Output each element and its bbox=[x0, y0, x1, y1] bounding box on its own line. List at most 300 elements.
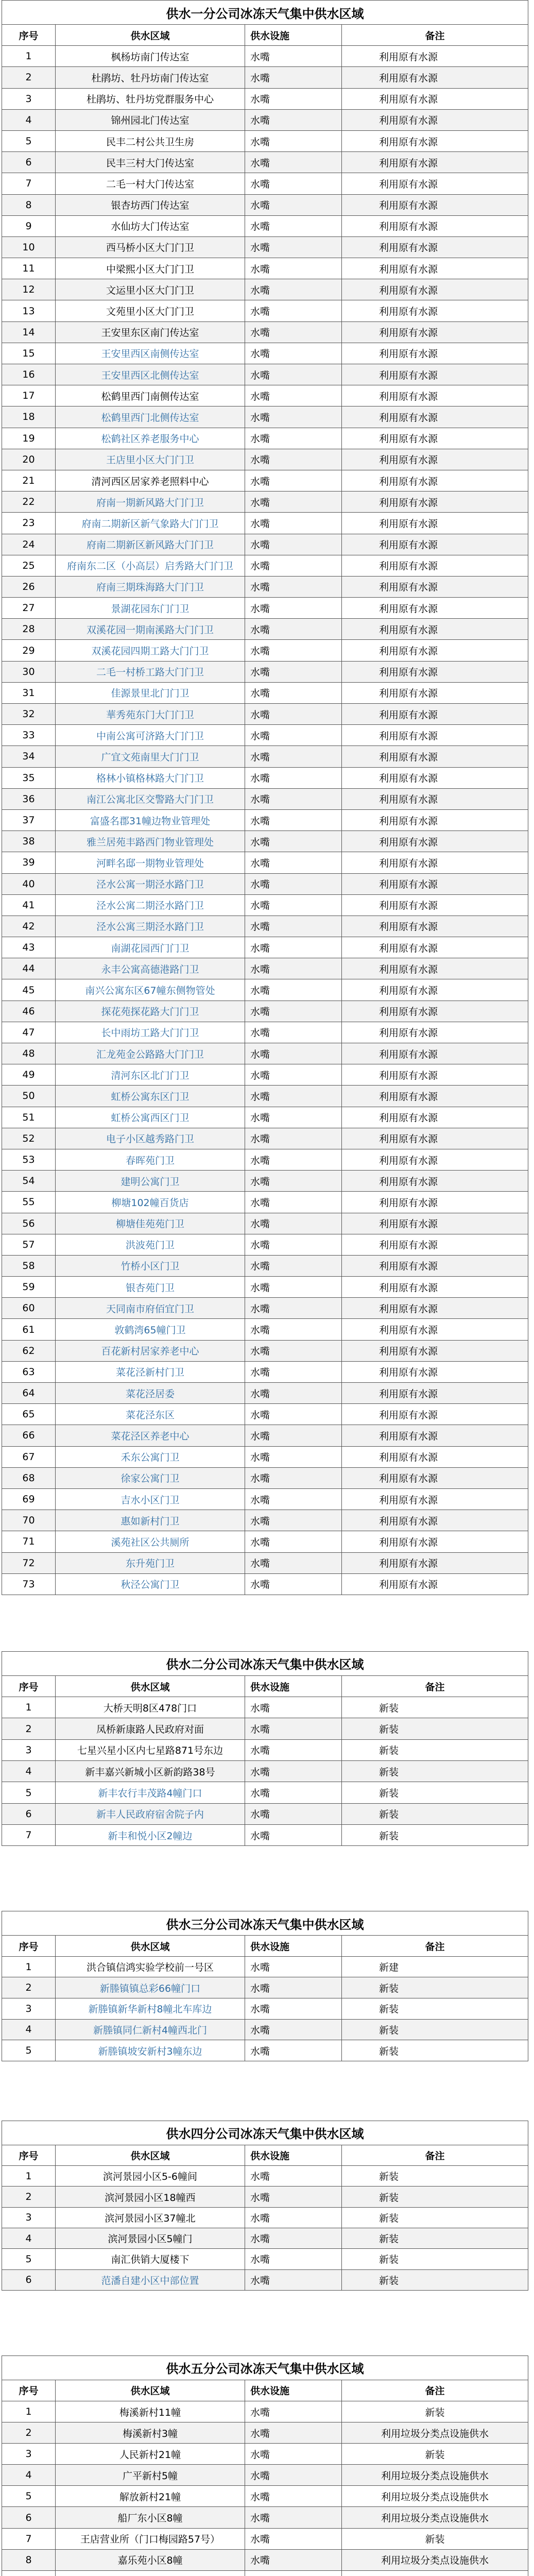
table-row bbox=[2, 321, 528, 343]
table-row bbox=[2, 194, 528, 215]
cell-note: 利用垃圾分类点设施供水 bbox=[342, 2422, 528, 2444]
header-facility: 供水设施 bbox=[245, 2145, 342, 2165]
cell-area: 松鹤里西门南侧传达室 bbox=[56, 385, 245, 406]
cell-note: 利用原有水源 bbox=[342, 406, 528, 428]
cell-no: 8 bbox=[2, 194, 56, 215]
cell-note: 新装 bbox=[342, 2528, 528, 2549]
cell-no: 56 bbox=[2, 1213, 56, 1234]
cell-no: 42 bbox=[2, 916, 56, 937]
cell-facility: 水嘴 bbox=[245, 1277, 342, 1298]
cell-facility: 水嘴 bbox=[245, 1086, 342, 1107]
cell-area: 长中雨坊工路大门门卫 bbox=[56, 1022, 245, 1043]
table-row bbox=[2, 279, 528, 300]
table-row bbox=[2, 2019, 528, 2040]
cell-facility: 水嘴 bbox=[245, 2465, 342, 2486]
table-row bbox=[2, 88, 528, 109]
cell-note: 新建 bbox=[342, 1956, 528, 1977]
cell-area: 大桥天明8区478门口 bbox=[56, 1697, 245, 1718]
table-row bbox=[2, 2549, 528, 2570]
table-row bbox=[2, 343, 528, 364]
table-row bbox=[2, 1383, 528, 1404]
cell-area: 新塍镇新华新村8幢北车库边 bbox=[56, 1998, 245, 2020]
table-row bbox=[2, 67, 528, 88]
cell-note: 利用原有水源 bbox=[342, 279, 528, 300]
table-row bbox=[2, 2187, 528, 2207]
table-row bbox=[2, 767, 528, 788]
header-facility: 供水设施 bbox=[245, 25, 342, 46]
table-row bbox=[2, 1361, 528, 1382]
cell-no: 1 bbox=[2, 2401, 56, 2422]
cell-area: 探花苑探花路大门门卫 bbox=[56, 1001, 245, 1022]
cell-area: 南汇供销大厦楼下 bbox=[56, 2249, 245, 2269]
cell-area: 永丰公寓高德港路门卫 bbox=[56, 958, 245, 979]
cell-facility: 水嘴 bbox=[245, 1977, 342, 1998]
header-note: 备注 bbox=[342, 25, 528, 46]
cell-note: 利用原有水源 bbox=[342, 725, 528, 746]
section-gap bbox=[0, 1846, 534, 1911]
header-no: 序号 bbox=[2, 2145, 56, 2165]
cell-area: 泾水公寓二期泾水路门卫 bbox=[56, 894, 245, 916]
table-row bbox=[2, 1171, 528, 1192]
table-row bbox=[2, 364, 528, 385]
cell-area: 雅兰居苑丰路西门物业管理处 bbox=[56, 831, 245, 852]
cell-area: 东升苑门卫 bbox=[56, 1552, 245, 1573]
cell-area: 春晖苑门卫 bbox=[56, 1149, 245, 1170]
cell-no: 65 bbox=[2, 1404, 56, 1425]
supply-table bbox=[2, 1651, 528, 1846]
cell-no: 60 bbox=[2, 1298, 56, 1319]
cell-no: 13 bbox=[2, 300, 56, 321]
table-row bbox=[2, 1956, 528, 1977]
cell-note: 利用原有水源 bbox=[342, 1361, 528, 1382]
table-row bbox=[2, 1446, 528, 1467]
cell-note: 新装 bbox=[342, 2187, 528, 2207]
cell-note: 利用原有水源 bbox=[342, 979, 528, 1001]
cell-no: 5 bbox=[2, 130, 56, 151]
cell-area: 府南东二区（小高层）启秀路大门门卫 bbox=[56, 555, 245, 576]
table-row bbox=[2, 831, 528, 852]
cell-note: 利用原有水源 bbox=[342, 534, 528, 555]
cell-area: 菜花泾东区 bbox=[56, 1404, 245, 1425]
cell-no: 49 bbox=[2, 1064, 56, 1086]
cell-facility: 水嘴 bbox=[245, 2269, 342, 2290]
cell-facility: 水嘴 bbox=[245, 428, 342, 449]
cell-no: 23 bbox=[2, 513, 56, 534]
cell-area: 滨河景园小区37幢北 bbox=[56, 2207, 245, 2228]
table-row bbox=[2, 130, 528, 151]
cell-no: 45 bbox=[2, 979, 56, 1001]
cell-area: 双溪花园四期工路大门门卫 bbox=[56, 640, 245, 661]
header-note: 备注 bbox=[342, 1675, 528, 1697]
cell-area: 禾东公寓门卫 bbox=[56, 1446, 245, 1467]
cell-facility: 水嘴 bbox=[245, 173, 342, 194]
cell-facility: 水嘴 bbox=[245, 513, 342, 534]
cell-no: 68 bbox=[2, 1467, 56, 1488]
cell-note: 利用原有水源 bbox=[342, 619, 528, 640]
cell-note: 利用原有水源 bbox=[342, 916, 528, 937]
table-row bbox=[2, 236, 528, 258]
cell-facility: 水嘴 bbox=[245, 1361, 342, 1382]
cell-note: 新装 bbox=[342, 1718, 528, 1739]
cell-note: 新装 bbox=[342, 2401, 528, 2422]
cell-no: 4 bbox=[2, 1761, 56, 1782]
cell-facility: 水嘴 bbox=[245, 873, 342, 894]
cell-facility: 水嘴 bbox=[245, 2549, 342, 2570]
table-row bbox=[2, 2166, 528, 2187]
cell-no: 8 bbox=[2, 2549, 56, 2570]
cell-no: 57 bbox=[2, 1234, 56, 1255]
cell-area: 府南二期新区新风路大门门卫 bbox=[56, 534, 245, 555]
cell-facility: 水嘴 bbox=[245, 1761, 342, 1782]
cell-note: 新装 bbox=[342, 2444, 528, 2465]
cell-area: 汇龙苑金公路路大门门卫 bbox=[56, 1043, 245, 1064]
header-row bbox=[2, 1936, 528, 1957]
cell-facility: 水嘴 bbox=[245, 746, 342, 767]
cell-facility: 水嘴 bbox=[245, 852, 342, 873]
cell-no: 54 bbox=[2, 1171, 56, 1192]
cell-area: 水仙坊大门传达室 bbox=[56, 215, 245, 236]
cell-facility: 水嘴 bbox=[245, 2187, 342, 2207]
cell-area: 王安里西区北侧传达室 bbox=[56, 364, 245, 385]
table-row bbox=[2, 173, 528, 194]
cell-no: 59 bbox=[2, 1277, 56, 1298]
cell-facility: 水嘴 bbox=[245, 661, 342, 682]
cell-no: 3 bbox=[2, 1998, 56, 2020]
table-row bbox=[2, 2040, 528, 2061]
cell-note: 新装 bbox=[342, 1739, 528, 1760]
table-title: 供水二分公司冰冻天气集中供水区域 bbox=[2, 1651, 528, 1675]
cell-no: 6 bbox=[2, 2507, 56, 2528]
cell-facility: 水嘴 bbox=[245, 576, 342, 597]
cell-area: 清河东区北门门卫 bbox=[56, 1064, 245, 1086]
cell-note: 利用原有水源 bbox=[342, 258, 528, 279]
table-row bbox=[2, 385, 528, 406]
cell-facility: 水嘴 bbox=[245, 236, 342, 258]
cell-facility: 水嘴 bbox=[245, 979, 342, 1001]
table-row bbox=[2, 1128, 528, 1149]
cell-area bbox=[56, 2570, 245, 2576]
cell-area: 虹桥公寓西区门卫 bbox=[56, 1107, 245, 1128]
cell-note: 利用原有水源 bbox=[342, 470, 528, 491]
cell-no: 4 bbox=[2, 109, 56, 130]
cell-no: 2 bbox=[2, 2422, 56, 2444]
table-row bbox=[2, 979, 528, 1001]
cell-facility: 水嘴 bbox=[245, 555, 342, 576]
table-row bbox=[2, 2444, 528, 2465]
table-row bbox=[2, 682, 528, 703]
cell-note: 新装 bbox=[342, 1761, 528, 1782]
cell-note: 利用原有水源 bbox=[342, 194, 528, 215]
cell-no: 41 bbox=[2, 894, 56, 916]
table-row bbox=[2, 1043, 528, 1064]
cell-note: 新装 bbox=[342, 1782, 528, 1803]
cell-no: 10 bbox=[2, 236, 56, 258]
table-row bbox=[2, 1467, 528, 1488]
cell-note: 利用原有水源 bbox=[342, 1043, 528, 1064]
table-row bbox=[2, 619, 528, 640]
header-area: 供水区域 bbox=[56, 1936, 245, 1957]
cell-facility: 水嘴 bbox=[245, 1043, 342, 1064]
cell-facility: 水嘴 bbox=[245, 1446, 342, 1467]
section-4 bbox=[2, 2121, 528, 2291]
cell-no: 4 bbox=[2, 2465, 56, 2486]
cell-area: 新丰嘉兴新城小区新韵路38号 bbox=[56, 1761, 245, 1782]
cell-facility: 水嘴 bbox=[245, 1803, 342, 1824]
cell-note: 利用原有水源 bbox=[342, 1001, 528, 1022]
table-row bbox=[2, 1803, 528, 1824]
table-title: 供水一分公司冰冻天气集中供水区域 bbox=[2, 1, 528, 25]
cell-no: 18 bbox=[2, 406, 56, 428]
cell-no: 5 bbox=[2, 2486, 56, 2507]
cell-no: 73 bbox=[2, 1573, 56, 1595]
cell-area: 菜花泾区养老中心 bbox=[56, 1425, 245, 1446]
cell-note: 利用原有水源 bbox=[342, 767, 528, 788]
cell-area: 新塍镇坡安新村3幢东边 bbox=[56, 2040, 245, 2061]
cell-area: 清河西区居家养老照料中心 bbox=[56, 470, 245, 491]
header-note: 备注 bbox=[342, 2145, 528, 2165]
cell-area: 府南三期珠海路大门门卫 bbox=[56, 576, 245, 597]
cell-note: 利用原有水源 bbox=[342, 321, 528, 343]
cell-note: 新装 bbox=[342, 2040, 528, 2061]
table-row bbox=[2, 1697, 528, 1718]
cell-area: 广平新村5幢 bbox=[56, 2465, 245, 2486]
table-row bbox=[2, 809, 528, 831]
cell-no: 3 bbox=[2, 1739, 56, 1760]
cell-note: 利用原有水源 bbox=[342, 1298, 528, 1319]
header-note: 备注 bbox=[342, 2380, 528, 2401]
section-gap bbox=[0, 2291, 534, 2355]
table-row bbox=[2, 1001, 528, 1022]
cell-facility: 水嘴 bbox=[245, 258, 342, 279]
table-row bbox=[2, 2401, 528, 2422]
section-2 bbox=[2, 1651, 528, 1846]
table-row bbox=[2, 852, 528, 873]
table-row bbox=[2, 894, 528, 916]
cell-no: 58 bbox=[2, 1255, 56, 1276]
cell-note: 利用原有水源 bbox=[342, 746, 528, 767]
cell-area: 文运里小区大门门卫 bbox=[56, 279, 245, 300]
cell-no: 16 bbox=[2, 364, 56, 385]
cell-facility: 水嘴 bbox=[245, 1510, 342, 1531]
cell-facility: 水嘴 bbox=[245, 2019, 342, 2040]
cell-facility: 水嘴 bbox=[245, 1425, 342, 1446]
cell-facility: 水嘴 bbox=[245, 916, 342, 937]
cell-no: 43 bbox=[2, 937, 56, 958]
cell-area: 锦州园北门传达室 bbox=[56, 109, 245, 130]
supply-table bbox=[2, 0, 528, 1595]
cell-facility: 水嘴 bbox=[245, 725, 342, 746]
cell-area: 天同南市府佰宜门卫 bbox=[56, 1298, 245, 1319]
cell-note: 利用原有水源 bbox=[342, 1277, 528, 1298]
cell-area: 柳塘102幢百货店 bbox=[56, 1192, 245, 1213]
cell-facility: 水嘴 bbox=[245, 640, 342, 661]
section-3 bbox=[2, 1911, 528, 2061]
cell-facility: 水嘴 bbox=[245, 1255, 342, 1276]
cell-area: 王店营业所（门口梅园路57号） bbox=[56, 2528, 245, 2549]
cell-no: 35 bbox=[2, 767, 56, 788]
header-facility: 供水设施 bbox=[245, 2380, 342, 2401]
table-row bbox=[2, 1298, 528, 1319]
table-row bbox=[2, 470, 528, 491]
header-area: 供水区域 bbox=[56, 1675, 245, 1697]
cell-facility: 水嘴 bbox=[245, 1552, 342, 1573]
table-row bbox=[2, 1824, 528, 1845]
cell-area: 七星兴星小区内七星路871号东边 bbox=[56, 1739, 245, 1760]
table-row bbox=[2, 152, 528, 173]
cell-facility: 水嘴 bbox=[245, 894, 342, 916]
cell-facility: 水嘴 bbox=[245, 2207, 342, 2228]
table-row bbox=[2, 1404, 528, 1425]
cell-no: 3 bbox=[2, 2207, 56, 2228]
cell-note: 利用原有水源 bbox=[342, 1064, 528, 1086]
cell-note: 新装 bbox=[342, 2249, 528, 2269]
table-row bbox=[2, 2528, 528, 2549]
cell-area: 广宜文苑南里大门门卫 bbox=[56, 746, 245, 767]
cell-facility: 水嘴 bbox=[245, 1998, 342, 2020]
table-row bbox=[2, 704, 528, 725]
table-row bbox=[2, 2486, 528, 2507]
cell-note: 利用原有水源 bbox=[342, 1213, 528, 1234]
cell-facility: 水嘴 bbox=[245, 1531, 342, 1552]
cell-facility: 水嘴 bbox=[245, 109, 342, 130]
cell-no: 11 bbox=[2, 258, 56, 279]
cell-no: 50 bbox=[2, 1086, 56, 1107]
section-gap bbox=[0, 2061, 534, 2121]
cell-facility: 水嘴 bbox=[245, 130, 342, 151]
cell-note: 利用原有水源 bbox=[342, 385, 528, 406]
table-title: 供水四分公司冰冻天气集中供水区域 bbox=[2, 2121, 528, 2145]
table-row bbox=[2, 1488, 528, 1510]
cell-facility: 水嘴 bbox=[245, 46, 342, 67]
cell-note: 利用原有水源 bbox=[342, 343, 528, 364]
cell-area: 银杏坊西门传达室 bbox=[56, 194, 245, 215]
cell-facility: 水嘴 bbox=[245, 1213, 342, 1234]
table-row bbox=[2, 2228, 528, 2249]
cell-note: 利用原有水源 bbox=[342, 831, 528, 852]
cell-area: 双溪花园一期南溪路大门门卫 bbox=[56, 619, 245, 640]
cell-note: 利用原有水源 bbox=[342, 1319, 528, 1340]
cell-area: 中南公寓可济路大门门卫 bbox=[56, 725, 245, 746]
supply-table bbox=[2, 1911, 528, 2061]
table-row bbox=[2, 958, 528, 979]
cell-area: 新塍镇镇总彩66幢门口 bbox=[56, 1977, 245, 1998]
cell-note: 利用原有水源 bbox=[342, 1531, 528, 1552]
table-row bbox=[2, 2507, 528, 2528]
cell-area: 梅溪新村3幢 bbox=[56, 2422, 245, 2444]
cell-facility: 水嘴 bbox=[245, 1718, 342, 1739]
header-area: 供水区域 bbox=[56, 2380, 245, 2401]
cell-note: 利用原有水源 bbox=[342, 428, 528, 449]
cell-facility: 水嘴 bbox=[245, 1149, 342, 1170]
cell-no: 1 bbox=[2, 46, 56, 67]
cell-facility: 水嘴 bbox=[245, 2444, 342, 2465]
cell-facility: 水嘴 bbox=[245, 2528, 342, 2549]
cell-note: 利用原有水源 bbox=[342, 1467, 528, 1488]
cell-area: 王安里西区南侧传达室 bbox=[56, 343, 245, 364]
table-row bbox=[2, 449, 528, 470]
cell-facility: 水嘴 bbox=[245, 470, 342, 491]
header-row bbox=[2, 1675, 528, 1697]
table-row bbox=[2, 2249, 528, 2269]
cell-facility: 水嘴 bbox=[245, 1739, 342, 1760]
cell-facility: 水嘴 bbox=[245, 385, 342, 406]
table-row bbox=[2, 873, 528, 894]
cell-no: 14 bbox=[2, 321, 56, 343]
cell-area: 电子小区越秀路门卫 bbox=[56, 1128, 245, 1149]
table-row bbox=[2, 1552, 528, 1573]
cell-note: 利用原有水源 bbox=[342, 152, 528, 173]
cell-note: 利用垃圾分类点设施供水 bbox=[342, 2507, 528, 2528]
table-row bbox=[2, 2570, 528, 2576]
header-facility: 供水设施 bbox=[245, 1936, 342, 1957]
cell-facility: 水嘴 bbox=[245, 1128, 342, 1149]
cell-area: 滨河景园小区18幢西 bbox=[56, 2187, 245, 2207]
cell-facility: 水嘴 bbox=[245, 704, 342, 725]
cell-no: 44 bbox=[2, 958, 56, 979]
cell-area: 百花新村居家养老中心 bbox=[56, 1340, 245, 1361]
table-row bbox=[2, 1739, 528, 1760]
table-row bbox=[2, 1340, 528, 1361]
cell-facility: 水嘴 bbox=[245, 449, 342, 470]
cell-note: 利用原有水源 bbox=[342, 300, 528, 321]
cell-area: 船厂东小区8幢 bbox=[56, 2507, 245, 2528]
cell-facility: 水嘴 bbox=[245, 1573, 342, 1595]
cell-note: 利用原有水源 bbox=[342, 449, 528, 470]
cell-note: 利用原有水源 bbox=[342, 1234, 528, 1255]
table-row bbox=[2, 1782, 528, 1803]
cell-no: 29 bbox=[2, 640, 56, 661]
cell-facility: 水嘴 bbox=[245, 1488, 342, 1510]
table-row bbox=[2, 1718, 528, 1739]
cell-no: 71 bbox=[2, 1531, 56, 1552]
cell-area: 杜鹃坊、牡丹坊南门传达室 bbox=[56, 67, 245, 88]
cell-facility: 水嘴 bbox=[245, 2507, 342, 2528]
cell-no: 5 bbox=[2, 2040, 56, 2061]
table-row bbox=[2, 492, 528, 513]
cell-area: 洪波苑门卫 bbox=[56, 1234, 245, 1255]
cell-note: 利用原有水源 bbox=[342, 364, 528, 385]
cell-note: 利用原有水源 bbox=[342, 894, 528, 916]
cell-area: 滨河景园小区5幢门 bbox=[56, 2228, 245, 2249]
cell-facility: 水嘴 bbox=[245, 300, 342, 321]
table-row bbox=[2, 1425, 528, 1446]
cell-no: 4 bbox=[2, 2019, 56, 2040]
table-row bbox=[2, 109, 528, 130]
cell-area: 富盛名郡31幢边物业管理处 bbox=[56, 809, 245, 831]
cell-facility bbox=[245, 2570, 342, 2576]
cell-facility: 水嘴 bbox=[245, 1956, 342, 1977]
cell-facility: 水嘴 bbox=[245, 279, 342, 300]
cell-no: 39 bbox=[2, 852, 56, 873]
cell-facility: 水嘴 bbox=[245, 1782, 342, 1803]
cell-facility: 水嘴 bbox=[245, 1467, 342, 1488]
cell-no: 26 bbox=[2, 576, 56, 597]
cell-facility: 水嘴 bbox=[245, 1340, 342, 1361]
cell-no: 1 bbox=[2, 1697, 56, 1718]
cell-no: 9 bbox=[2, 215, 56, 236]
cell-note: 利用原有水源 bbox=[342, 67, 528, 88]
table-row bbox=[2, 1531, 528, 1552]
cell-no: 31 bbox=[2, 682, 56, 703]
table-row bbox=[2, 2207, 528, 2228]
cell-facility: 水嘴 bbox=[245, 788, 342, 809]
cell-area: 新丰农行丰茂路4幢门口 bbox=[56, 1782, 245, 1803]
cell-area: 河畔名邸一期物业管理处 bbox=[56, 852, 245, 873]
cell-note: 利用原有水源 bbox=[342, 1107, 528, 1128]
cell-no: 2 bbox=[2, 67, 56, 88]
header-facility: 供水设施 bbox=[245, 1675, 342, 1697]
cell-area: 虹桥公寓东区门卫 bbox=[56, 1086, 245, 1107]
